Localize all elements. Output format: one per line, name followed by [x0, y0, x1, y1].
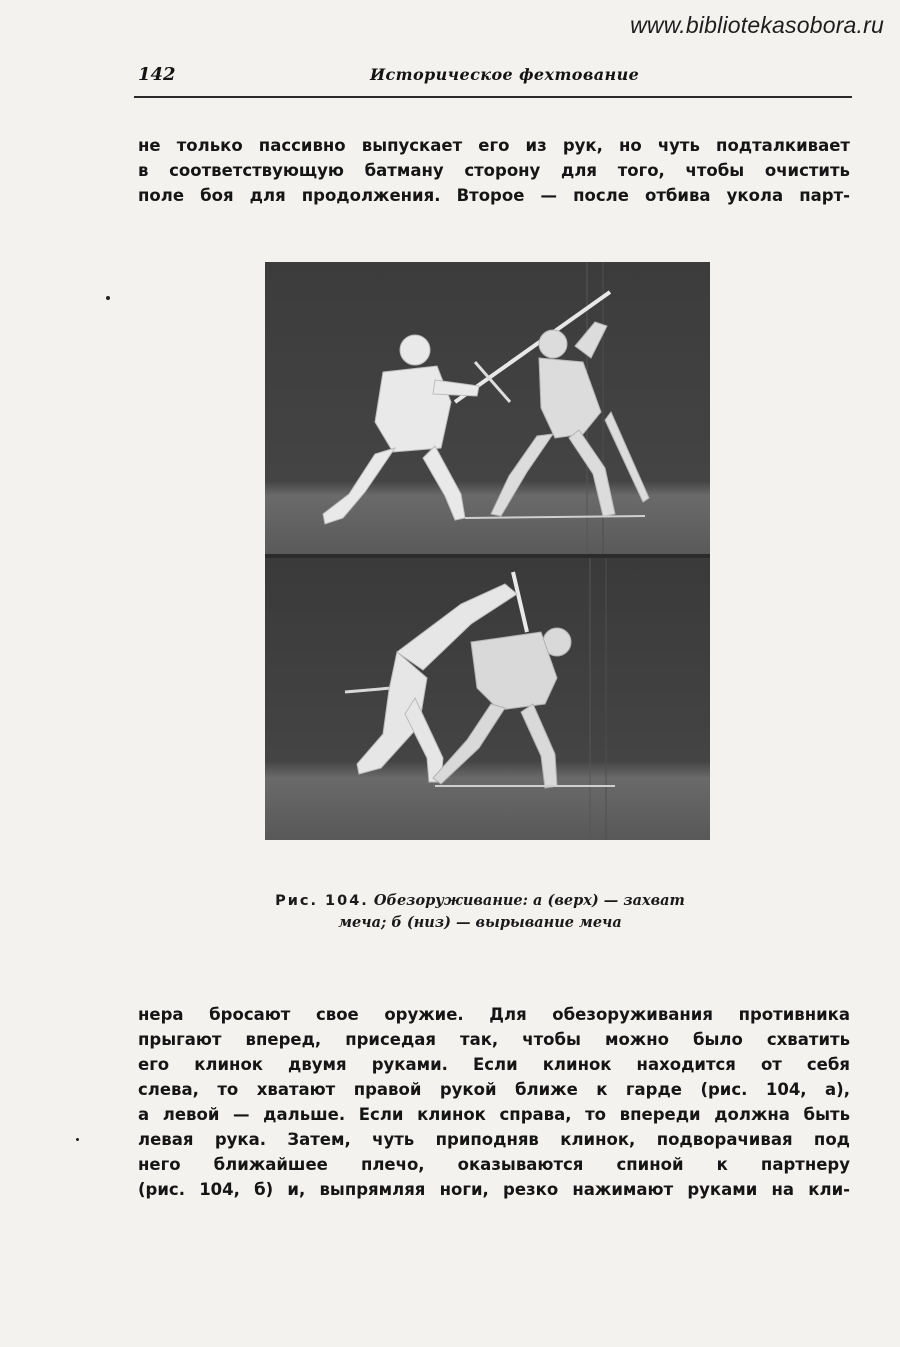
- running-title: Историческое фехтование: [370, 65, 640, 84]
- caption-text-1: Обезоруживание: а (верх) — захват: [373, 892, 685, 909]
- page-number: 142: [138, 64, 176, 85]
- text-line: а левой — дальше. Если клинок справа, то впереди должна быть: [138, 1105, 850, 1124]
- text-line: (рис. 104, б) и, выпрямляя ноги, резко нажимают руками на кли-: [138, 1180, 850, 1199]
- text-line: слева, то хватают правой рукой ближе к гарде (рис. 104, а),: [138, 1080, 850, 1099]
- text-line: прыгают вперед, приседая так, чтобы можно было схватить: [138, 1030, 850, 1049]
- text-line: него ближайшее плечо, оказываются спиной к партнеру: [138, 1155, 850, 1174]
- running-head: [134, 62, 852, 98]
- figure-caption: [230, 890, 730, 934]
- text-line: левая рука. Затем, чуть приподняв клинок, подворачивая под: [138, 1130, 850, 1149]
- text-line: его клинок двумя руками. Если клинок находится от себя: [138, 1055, 850, 1074]
- photo-panel-bottom: [265, 558, 710, 840]
- text-line: в соответствующую батману сторону для того, чтобы очистить: [138, 161, 850, 180]
- caption-label: Рис. 104.: [275, 893, 369, 909]
- fencers-wrest-illustration: [265, 558, 710, 840]
- caption-text-2: меча; б (низ) — вырывание меча: [338, 914, 622, 931]
- text-line: нера бросают свое оружие. Для обезоруживания противника: [138, 1005, 850, 1024]
- caption-line-1: [230, 890, 730, 912]
- site-watermark: www.bibliotekasobora.ru: [630, 12, 884, 38]
- print-speck: [106, 296, 110, 300]
- text-line: не только пассивно выпускает его из рук, но чуть подталкивает: [138, 136, 850, 155]
- text-line: поле боя для продолжения. Второе — после отбива укола парт-: [138, 186, 850, 205]
- print-speck: [76, 1138, 79, 1141]
- fencers-grab-illustration: [265, 262, 710, 554]
- photo-panel-top: [265, 262, 710, 554]
- bottom-paragraph: [138, 1002, 850, 1202]
- figure-photo: [265, 262, 710, 840]
- top-paragraph: [138, 133, 850, 208]
